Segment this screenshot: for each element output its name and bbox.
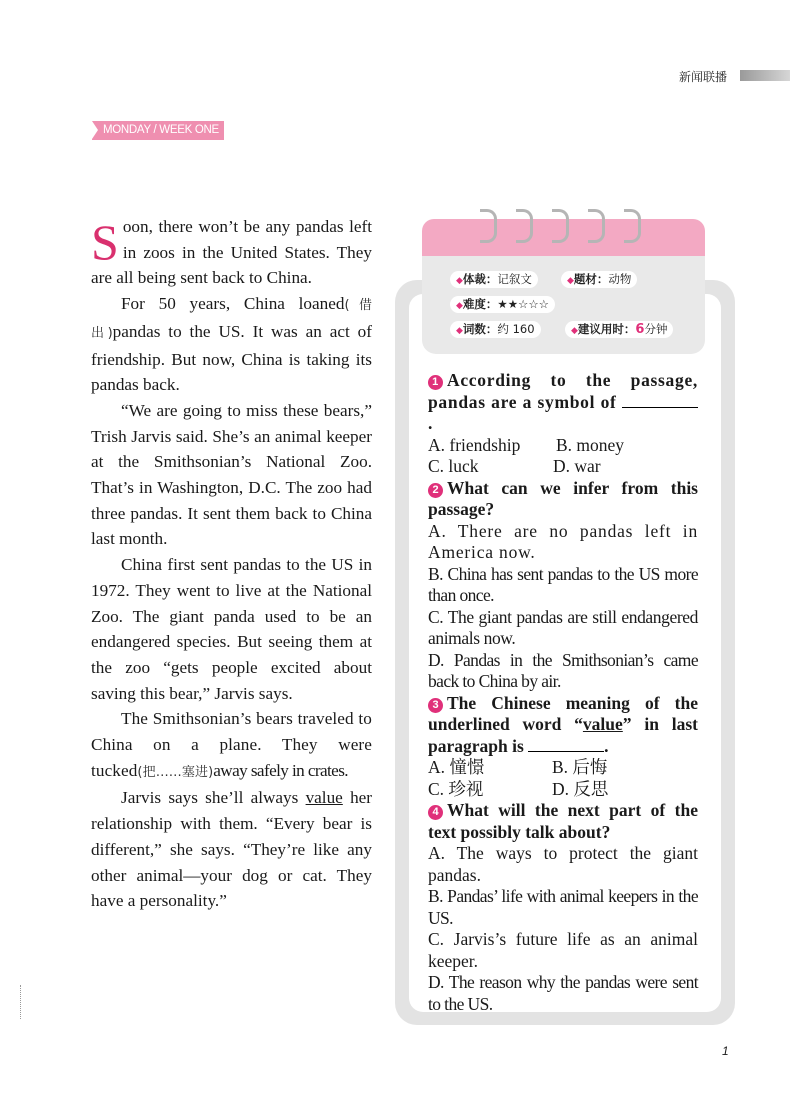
article-paragraph — [91, 291, 372, 398]
option: C. Jarvis’s future life as an animal keeper. — [428, 929, 698, 971]
question-number: 1 — [428, 375, 443, 390]
question-3: 3 The Chinese meaning of the underlined word “value” in last paragraph is . — [428, 692, 698, 756]
time-unit: 分钟 — [644, 322, 668, 336]
time-value: 6 — [635, 322, 645, 337]
bullet-icon: ◆ — [567, 276, 574, 286]
week-tag: MONDAY / WEEK ONE — [92, 121, 224, 140]
paragraph-text: away safely in crates. — [213, 760, 348, 780]
question-4 — [428, 800, 698, 843]
bullet-icon: ◆ — [571, 326, 578, 336]
paragraph-text: pandas to the US. It was an act of friendship. But now, China is taking its pandas back. — [91, 321, 372, 395]
question-stem: What can we infer from this passage? — [428, 477, 698, 519]
ring — [480, 209, 497, 243]
option: C. The giant pandas are still endangered animals now. — [428, 606, 698, 648]
difficulty-stars: ★★☆☆☆ — [497, 297, 549, 311]
article — [91, 214, 372, 914]
bullet-icon: ◆ — [456, 301, 463, 311]
paragraph-text: Jarvis says she’ll always — [121, 788, 299, 808]
header-bar — [740, 70, 790, 81]
paragraph-text: For 50 years, China loaned — [121, 294, 345, 314]
ring — [588, 209, 605, 243]
topic-label: 题材： — [573, 272, 609, 286]
margin-dots — [20, 985, 21, 1019]
difficulty-pill — [450, 296, 555, 313]
ring — [624, 209, 641, 243]
questions — [428, 370, 698, 1015]
option: D. The reason why the pandas were sent to the US. — [428, 972, 698, 1014]
words-value: 约 160 — [497, 322, 535, 336]
option: B. 后悔 — [552, 757, 608, 777]
question-number: 4 — [428, 805, 443, 820]
options-row — [428, 757, 698, 779]
option: D. Pandas in the Smithsonian’s came back to China by air. — [428, 649, 698, 691]
article-paragraph — [91, 785, 372, 914]
bullet-icon: ◆ — [456, 276, 463, 286]
question-stem: ” in last paragraph is — [428, 714, 698, 756]
topic-pill — [561, 271, 637, 288]
ring — [516, 209, 533, 243]
option: B. Pandas’ life with animal keepers in the US. — [428, 886, 698, 928]
difficulty-label: 难度： — [462, 297, 498, 311]
question-number: 2 — [428, 483, 443, 498]
ring — [552, 209, 569, 243]
options-row — [428, 456, 698, 478]
words-label: 词数： — [462, 322, 498, 336]
article-paragraph — [91, 706, 372, 785]
genre-value: 记叙文 — [497, 272, 532, 286]
option: A. friendship — [428, 434, 521, 455]
question-stem: The Chinese meaning of the underlined word “ — [428, 692, 698, 734]
time-pill — [565, 321, 673, 338]
chinese-gloss: (把……塞进) — [137, 764, 214, 780]
article-paragraph: China first sent pandas to the US in 1972. They went to live at the National Zoo. The giant panda used to be an endangered species. But seeing them at the zoo “gets people excited about saving this bear,” Jarvis says. — [91, 555, 372, 703]
chinese-gloss: (借出) — [91, 298, 372, 341]
options-row — [428, 435, 698, 457]
time-label: 建议用时： — [577, 322, 636, 336]
underlined-word: value — [582, 714, 623, 734]
question-stem: What will the next part of the text possibly talk about? — [428, 800, 698, 842]
topic-value: 动物 — [608, 272, 632, 286]
genre-label: 体裁： — [462, 272, 498, 286]
answer-blank — [528, 737, 604, 752]
option: B. money — [556, 434, 625, 455]
genre-pill — [450, 271, 538, 288]
words-pill — [450, 321, 541, 338]
option: A. There are no pandas left in America now. — [428, 520, 698, 562]
section-label: 新闻联播 — [679, 70, 728, 84]
tag-notch — [92, 121, 98, 139]
question-stem: According to the passage, pandas are a symbol of — [428, 370, 698, 412]
option: A. The ways to protect the giant pandas. — [428, 843, 698, 885]
option: B. China has sent pandas to the US more than once. — [428, 563, 698, 605]
option: D. 反思 — [552, 778, 609, 799]
underlined-word: value — [305, 788, 343, 808]
options-row — [428, 779, 698, 801]
answer-blank — [622, 393, 698, 408]
article-paragraph — [91, 214, 372, 291]
question-number: 3 — [428, 698, 443, 713]
paragraph-text: her relationship with them. “Every bear is different,” she says. “They’re like any other animal—your dog or cat. They have a personality.” — [91, 788, 373, 911]
page-number: 1 — [722, 1044, 729, 1058]
option: C. luck — [428, 456, 479, 476]
option: C. 珍视 — [428, 778, 484, 799]
paragraph-text: The Smithsonian’s bears traveled to China on a plane. They were tucked — [91, 709, 372, 780]
paragraph-text: oon, there won’t be any pandas left in zoos in the United States. They are all being sent back to China. — [91, 217, 372, 288]
drop-cap: S — [91, 214, 119, 270]
bullet-icon: ◆ — [456, 326, 463, 336]
article-paragraph: “We are going to miss these bears,” Trish Jarvis said. She’s an animal keeper at the Smithsonian’s National Zoo. That’s in Washington, D.C. The zoo had three pandas. It sent them back to China last month. — [91, 400, 372, 549]
option: A. 憧憬 — [428, 757, 485, 777]
option: D. war — [553, 456, 601, 476]
question-2 — [428, 478, 698, 521]
question-1: 1 According to the passage, pandas are a symbol of . — [428, 370, 698, 433]
